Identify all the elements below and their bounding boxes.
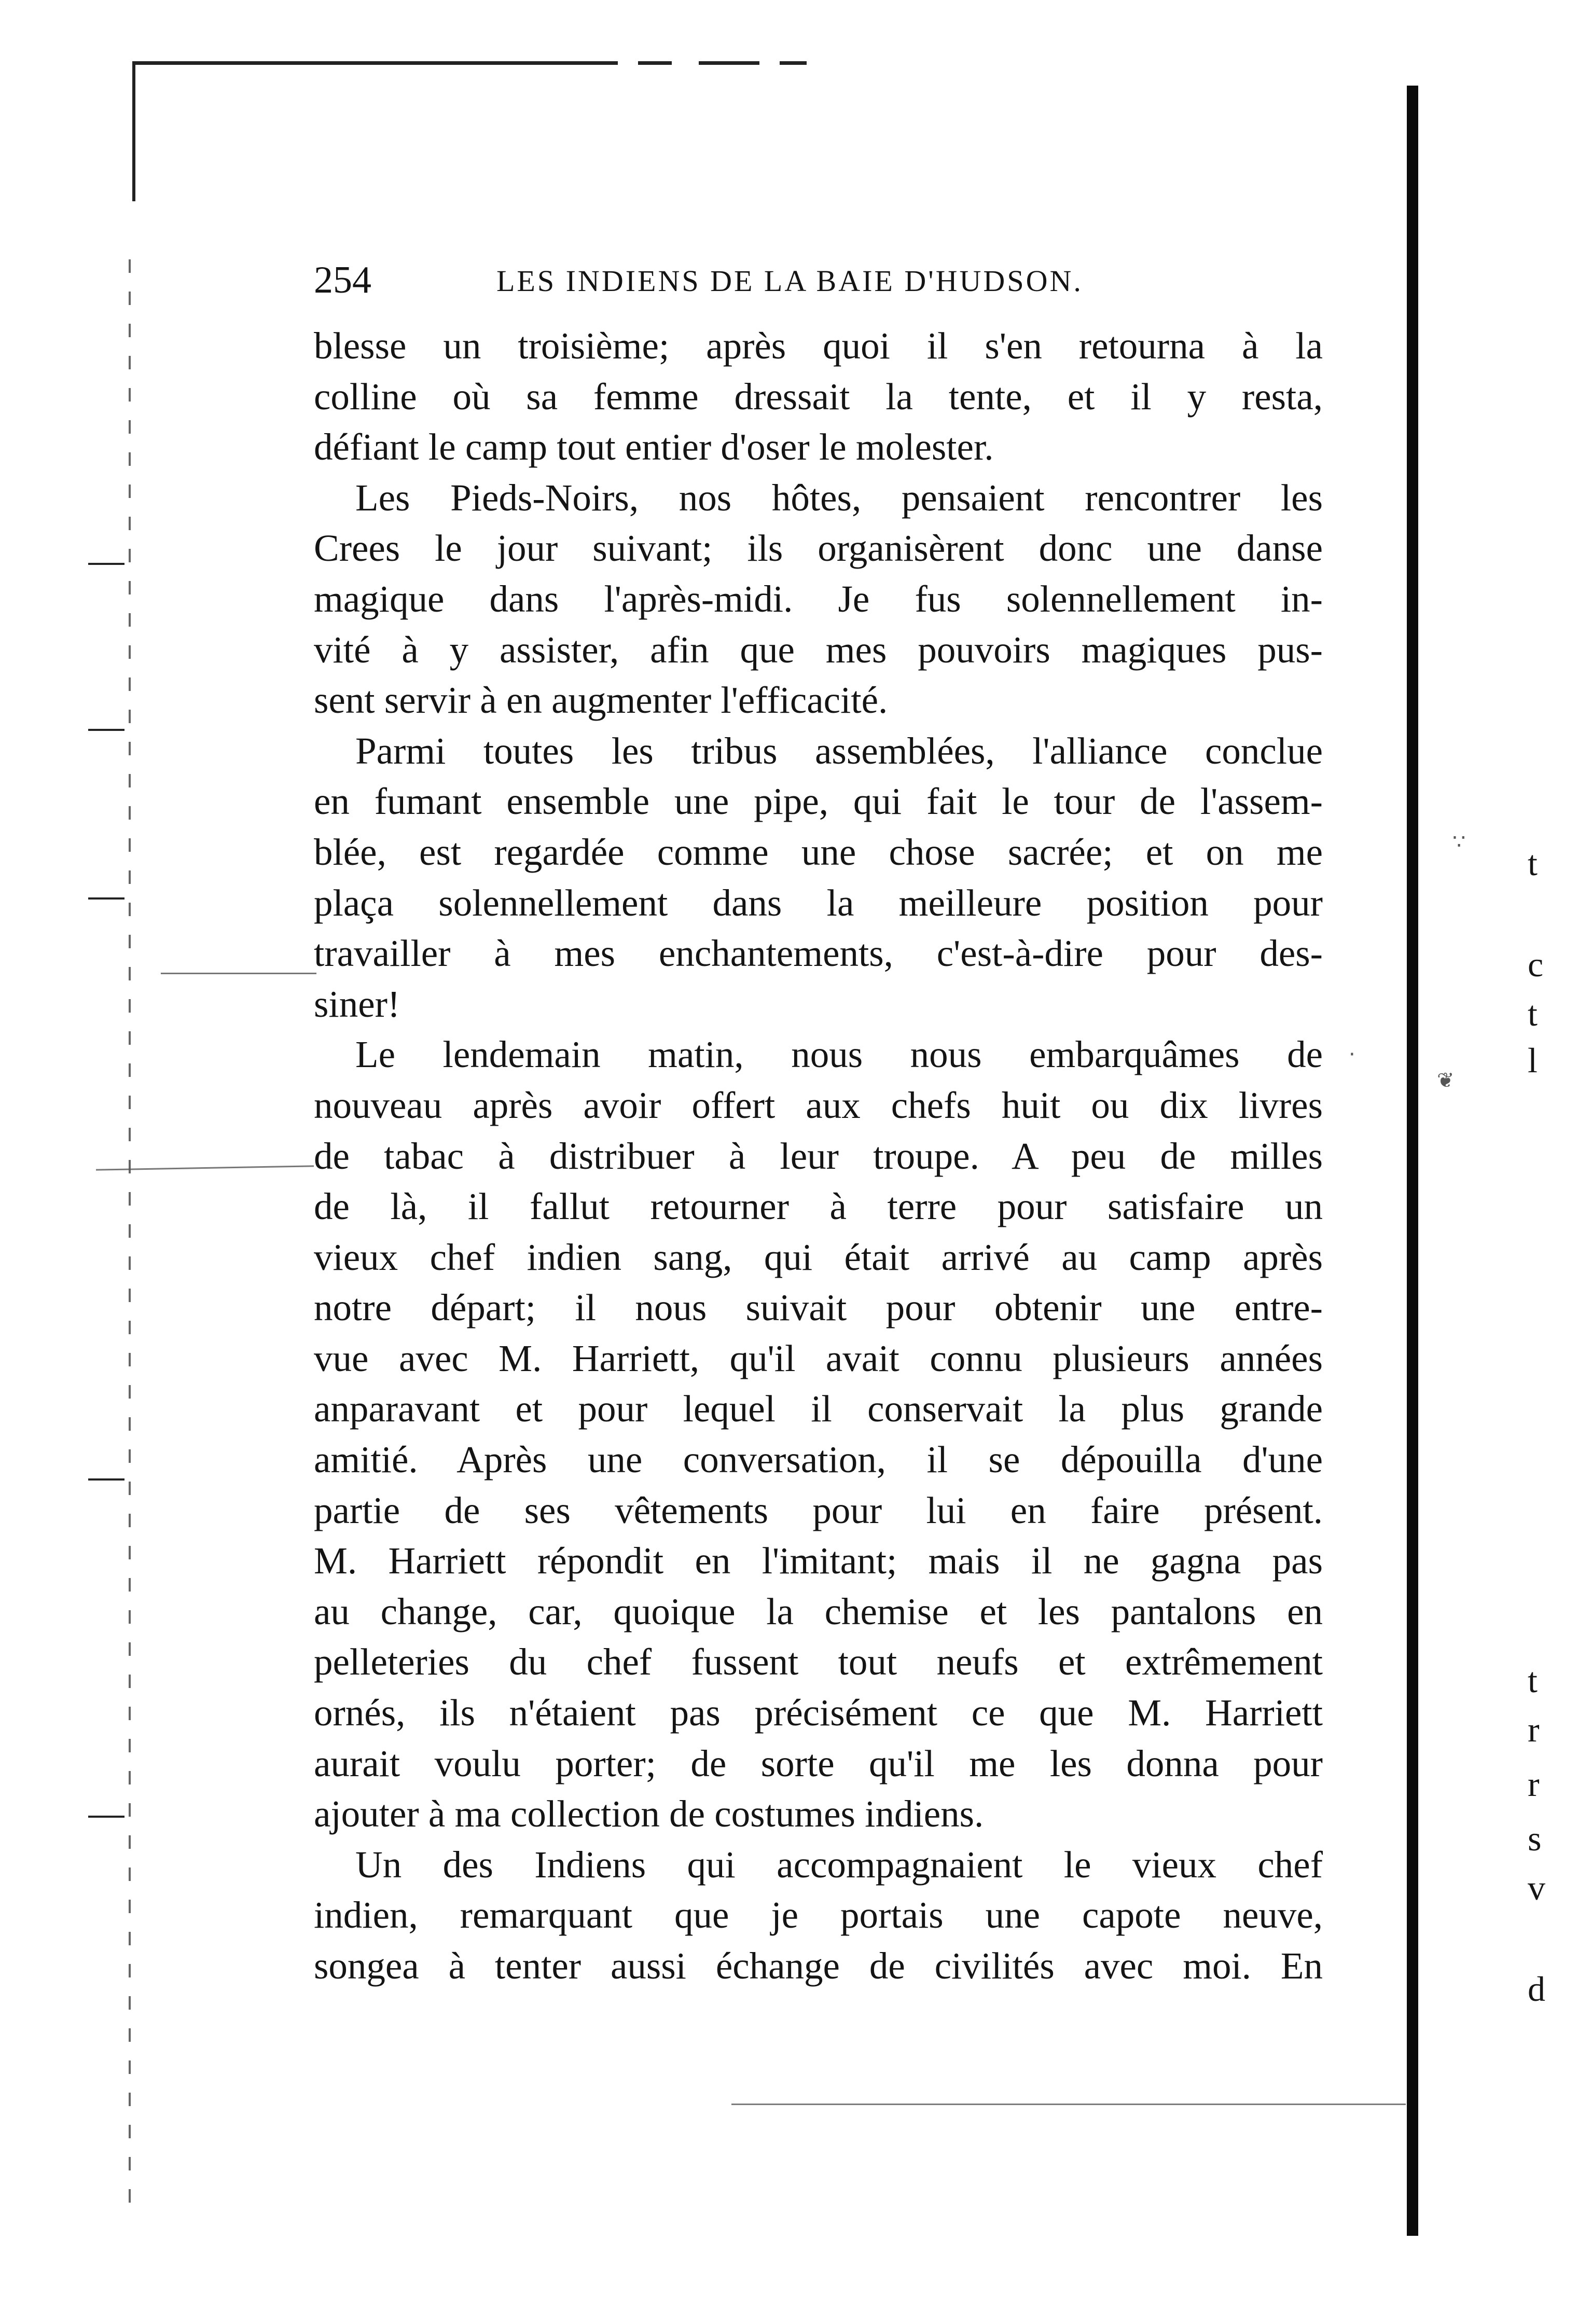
text-line: ajouter à ma collection de costumes indiens. <box>314 1793 984 1835</box>
scan-border-left <box>132 61 135 201</box>
paragraph-first-line: Un des Indiens qui accompagnaient le vieux chef <box>355 1843 1323 1886</box>
facing-page-letter: r <box>1528 1764 1540 1804</box>
body-text <box>314 321 1323 1991</box>
text-line: travailler à mes enchantements, c'est-à-dire pour des- <box>314 932 1323 975</box>
text-line: sent servir à en augmenter l'efficacité. <box>314 679 888 722</box>
text-line: vue avec M. Harriett, qu'il avait connu plusieurs années <box>314 1337 1323 1379</box>
running-head <box>314 253 1185 300</box>
text-line: partie de ses vêtements pour lui en faire présent. <box>314 1489 1323 1531</box>
text-line: Crees le jour suivant; ils organisèrent donc une danse <box>314 527 1323 570</box>
facing-page-letter: v <box>1528 1868 1545 1907</box>
text-line: défiant le camp tout entier d'oser le molester. <box>314 426 994 468</box>
facing-page-letter: d <box>1528 1969 1545 2009</box>
text-line: vieux chef indien sang, qui était arrivé au camp après <box>314 1236 1323 1278</box>
text-line: vité à y assister, afin que mes pouvoirs magiques pus- <box>314 628 1323 671</box>
text-line: ornés, ils n'étaient pas précisément ce que M. Harriett <box>314 1692 1323 1734</box>
margin-tick <box>88 1816 124 1818</box>
running-title: LES INDIENS DE LA BAIE D'HUDSON. <box>496 264 1083 298</box>
text-line: blesse un troisième; après quoi il s'en retourna à la <box>314 325 1323 367</box>
gutter-shadow <box>1407 86 1418 2236</box>
facing-page-letter: l <box>1528 1041 1538 1080</box>
margin-tick <box>88 1478 124 1481</box>
paragraph-first-line: Les Pieds-Noirs, nos hôtes, pensaient rencontrer les <box>355 476 1323 519</box>
paragraph-first-line: Parmi toutes les tribus assemblées, l'alliance conclue <box>355 729 1323 772</box>
text-line: indien, remarquant que je portais une capote neuve, <box>314 1894 1323 1936</box>
text-line: colline où sa femme dressait la tente, et il y resta, <box>314 375 1323 418</box>
scan-speck: ❦ <box>1437 1069 1455 1092</box>
text-line: de là, il fallut retourner à terre pour satisfaire un <box>314 1185 1323 1228</box>
facing-page-letter: r <box>1528 1710 1540 1749</box>
margin-tick <box>88 897 124 900</box>
text-line: blée, est regardée comme une chose sacrée; et on me <box>314 831 1323 873</box>
text-line: au change, car, quoique la chemise et les pantalons en <box>314 1590 1323 1633</box>
facing-page-letter: t <box>1528 994 1538 1033</box>
text-line: anparavant et pour lequel il conservait la plus grande <box>314 1388 1323 1430</box>
page-number: 254 <box>314 259 371 301</box>
scan-stray-line <box>161 973 316 974</box>
text-line: siner! <box>314 983 400 1025</box>
scan-margin-dots <box>129 259 131 2205</box>
text-line: en fumant ensemble une pipe, qui fait le tour de l'assem- <box>314 780 1323 823</box>
paragraph-first-line: Le lendemain matin, nous nous embarquâmes de <box>355 1033 1323 1076</box>
margin-tick <box>88 563 124 565</box>
text-line: aurait voulu porter; de sorte qu'il me les donna pour <box>314 1742 1323 1785</box>
text-line: pelleteries du chef fussent tout neufs et extrêmement <box>314 1641 1323 1683</box>
text-line: magique dans l'après-midi. Je fus solennellement in- <box>314 577 1323 620</box>
facing-page-letter: t <box>1528 1661 1538 1700</box>
facing-page-letter: s <box>1528 1819 1542 1858</box>
scan-bottom-rule <box>731 2104 1406 2105</box>
text-line: M. Harriett répondit en l'imitant; mais il ne gagna pas <box>314 1540 1323 1582</box>
scan-speck: · <box>1349 1043 1355 1067</box>
text-line: amitié. Après une conversation, il se dépouilla d'une <box>314 1438 1323 1481</box>
text-line: plaça solennellement dans la meilleure position pour <box>314 881 1323 924</box>
facing-page-letter: t <box>1528 843 1538 883</box>
scan-speck: ∵ <box>1452 830 1466 854</box>
text-line: de tabac à distribuer à leur troupe. A peu de milles <box>314 1135 1323 1177</box>
scan-border-top <box>132 61 807 65</box>
margin-tick <box>88 729 124 731</box>
facing-page-letter: c <box>1528 945 1544 984</box>
text-line: notre départ; il nous suivait pour obtenir une entre- <box>314 1286 1323 1329</box>
text-line: songea à tenter aussi échange de civilités avec moi. En <box>314 1945 1323 1987</box>
text-line: nouveau après avoir offert aux chefs huit ou dix livres <box>314 1084 1323 1126</box>
